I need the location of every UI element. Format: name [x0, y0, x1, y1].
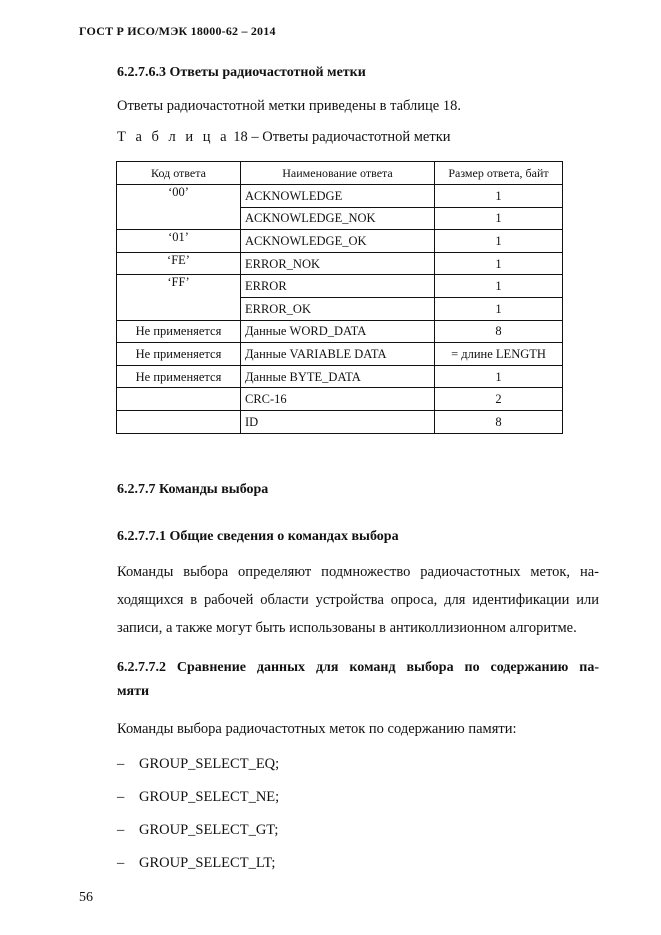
- section-heading-6-2-7-7-1: 6.2.7.7.1 Общие сведения о командах выбора: [117, 529, 399, 544]
- table-cell-size: 1: [435, 297, 563, 320]
- section-heading-6-2-7-6-3: 6.2.7.6.3 Ответы радиочастотной метки: [117, 65, 366, 80]
- table-header-row: [117, 162, 563, 185]
- table-cell-size: 1: [435, 185, 563, 208]
- table-cell-code: ‘00’: [117, 185, 241, 230]
- table-cell-code: ‘01’: [117, 230, 241, 253]
- table-cell-code: ‘FE’: [117, 252, 241, 275]
- table-row: [117, 320, 563, 343]
- table-cell-size: 1: [435, 230, 563, 253]
- page-number: 56: [79, 890, 93, 905]
- table-cell-size: 1: [435, 365, 563, 388]
- table-cell-name: CRC-16: [241, 388, 435, 411]
- table-cell-name: ERROR_NOK: [241, 252, 435, 275]
- list-dash: –: [117, 822, 125, 838]
- table-cell-size: 1: [435, 207, 563, 230]
- table-cell-code: ‘FF’: [117, 275, 241, 320]
- heading-line: мяти: [117, 684, 150, 699]
- column-header-name: Наименование ответа: [241, 162, 435, 185]
- table-caption-title: 18 – Ответы радиочастотной метки: [229, 129, 451, 145]
- list-dash: –: [117, 789, 125, 805]
- table-cell-code: Не применяется: [117, 365, 241, 388]
- selection-commands-paragraph: [117, 558, 599, 642]
- list-item: [117, 756, 279, 773]
- table-cell-size: = длине LENGTH: [435, 343, 563, 366]
- table-cell-size: 8: [435, 410, 563, 433]
- table-cell-name: Данные VARIABLE DATA: [241, 343, 435, 366]
- paragraph-line: записи, а также могут быть использованы в антиколлизионном алгоритме.: [117, 620, 577, 636]
- list-item-text: GROUP_SELECT_EQ;: [139, 756, 280, 772]
- table-row: [117, 185, 563, 208]
- table-row: [117, 252, 563, 275]
- list-dash: –: [117, 756, 125, 772]
- table-cell-code: [117, 388, 241, 411]
- list-item-text: GROUP_SELECT_LT;: [139, 855, 276, 871]
- table-cell-code: [117, 410, 241, 433]
- responses-table: [116, 161, 563, 434]
- list-item-text: GROUP_SELECT_NE;: [139, 789, 280, 805]
- column-header-code: Код ответа: [117, 162, 241, 185]
- table-cell-name: ACKNOWLEDGE_OK: [241, 230, 435, 253]
- section-heading-6-2-7-7-2: [117, 654, 599, 706]
- table-cell-code: Не применяется: [117, 320, 241, 343]
- table-cell-name: ERROR: [241, 275, 435, 298]
- table-caption-prefix: Т а б л и ц а: [117, 129, 230, 145]
- table-cell-name: ACKNOWLEDGE: [241, 185, 435, 208]
- list-item: [117, 855, 275, 872]
- table-cell-size: 1: [435, 275, 563, 298]
- column-header-size: Размер ответа, байт: [435, 162, 563, 185]
- table-cell-name: ERROR_OK: [241, 297, 435, 320]
- table-cell-code: Не применяется: [117, 343, 241, 366]
- table-row: [117, 410, 563, 433]
- document-header: ГОСТ Р ИСО/МЭК 18000-62 – 2014: [79, 24, 276, 38]
- memory-selection-intro: Команды выбора радиочастотных меток по содержанию памяти:: [117, 721, 517, 737]
- table-cell-name: ACKNOWLEDGE_NOK: [241, 207, 435, 230]
- table-row: [117, 343, 563, 366]
- table-row: [117, 230, 563, 253]
- table-row: [117, 365, 563, 388]
- paragraph-line: Команды выбора определяют подмножество радиочастотных меток, на-: [117, 564, 599, 580]
- list-item-text: GROUP_SELECT_GT;: [139, 822, 279, 838]
- table-row: [117, 388, 563, 411]
- list-dash: –: [117, 855, 125, 871]
- table-row: [117, 275, 563, 298]
- section-heading-6-2-7-7: 6.2.7.7 Команды выбора: [117, 482, 269, 497]
- list-item: [117, 822, 278, 839]
- table-cell-size: 1: [435, 252, 563, 275]
- table-cell-size: 2: [435, 388, 563, 411]
- table-cell-name: Данные WORD_DATA: [241, 320, 435, 343]
- table-cell-name: Данные BYTE_DATA: [241, 365, 435, 388]
- list-item: [117, 789, 279, 806]
- table-cell-name: ID: [241, 410, 435, 433]
- table-cell-size: 8: [435, 320, 563, 343]
- heading-line: 6.2.7.7.2 Сравнение данных для команд выбора по содержанию па-: [117, 660, 599, 675]
- table-caption: [117, 129, 451, 146]
- paragraph-line: ходящихся в рабочей области устройства опроса, для идентификации или: [117, 592, 599, 608]
- table-intro-paragraph: Ответы радиочастотной метки приведены в таблице 18.: [117, 98, 461, 114]
